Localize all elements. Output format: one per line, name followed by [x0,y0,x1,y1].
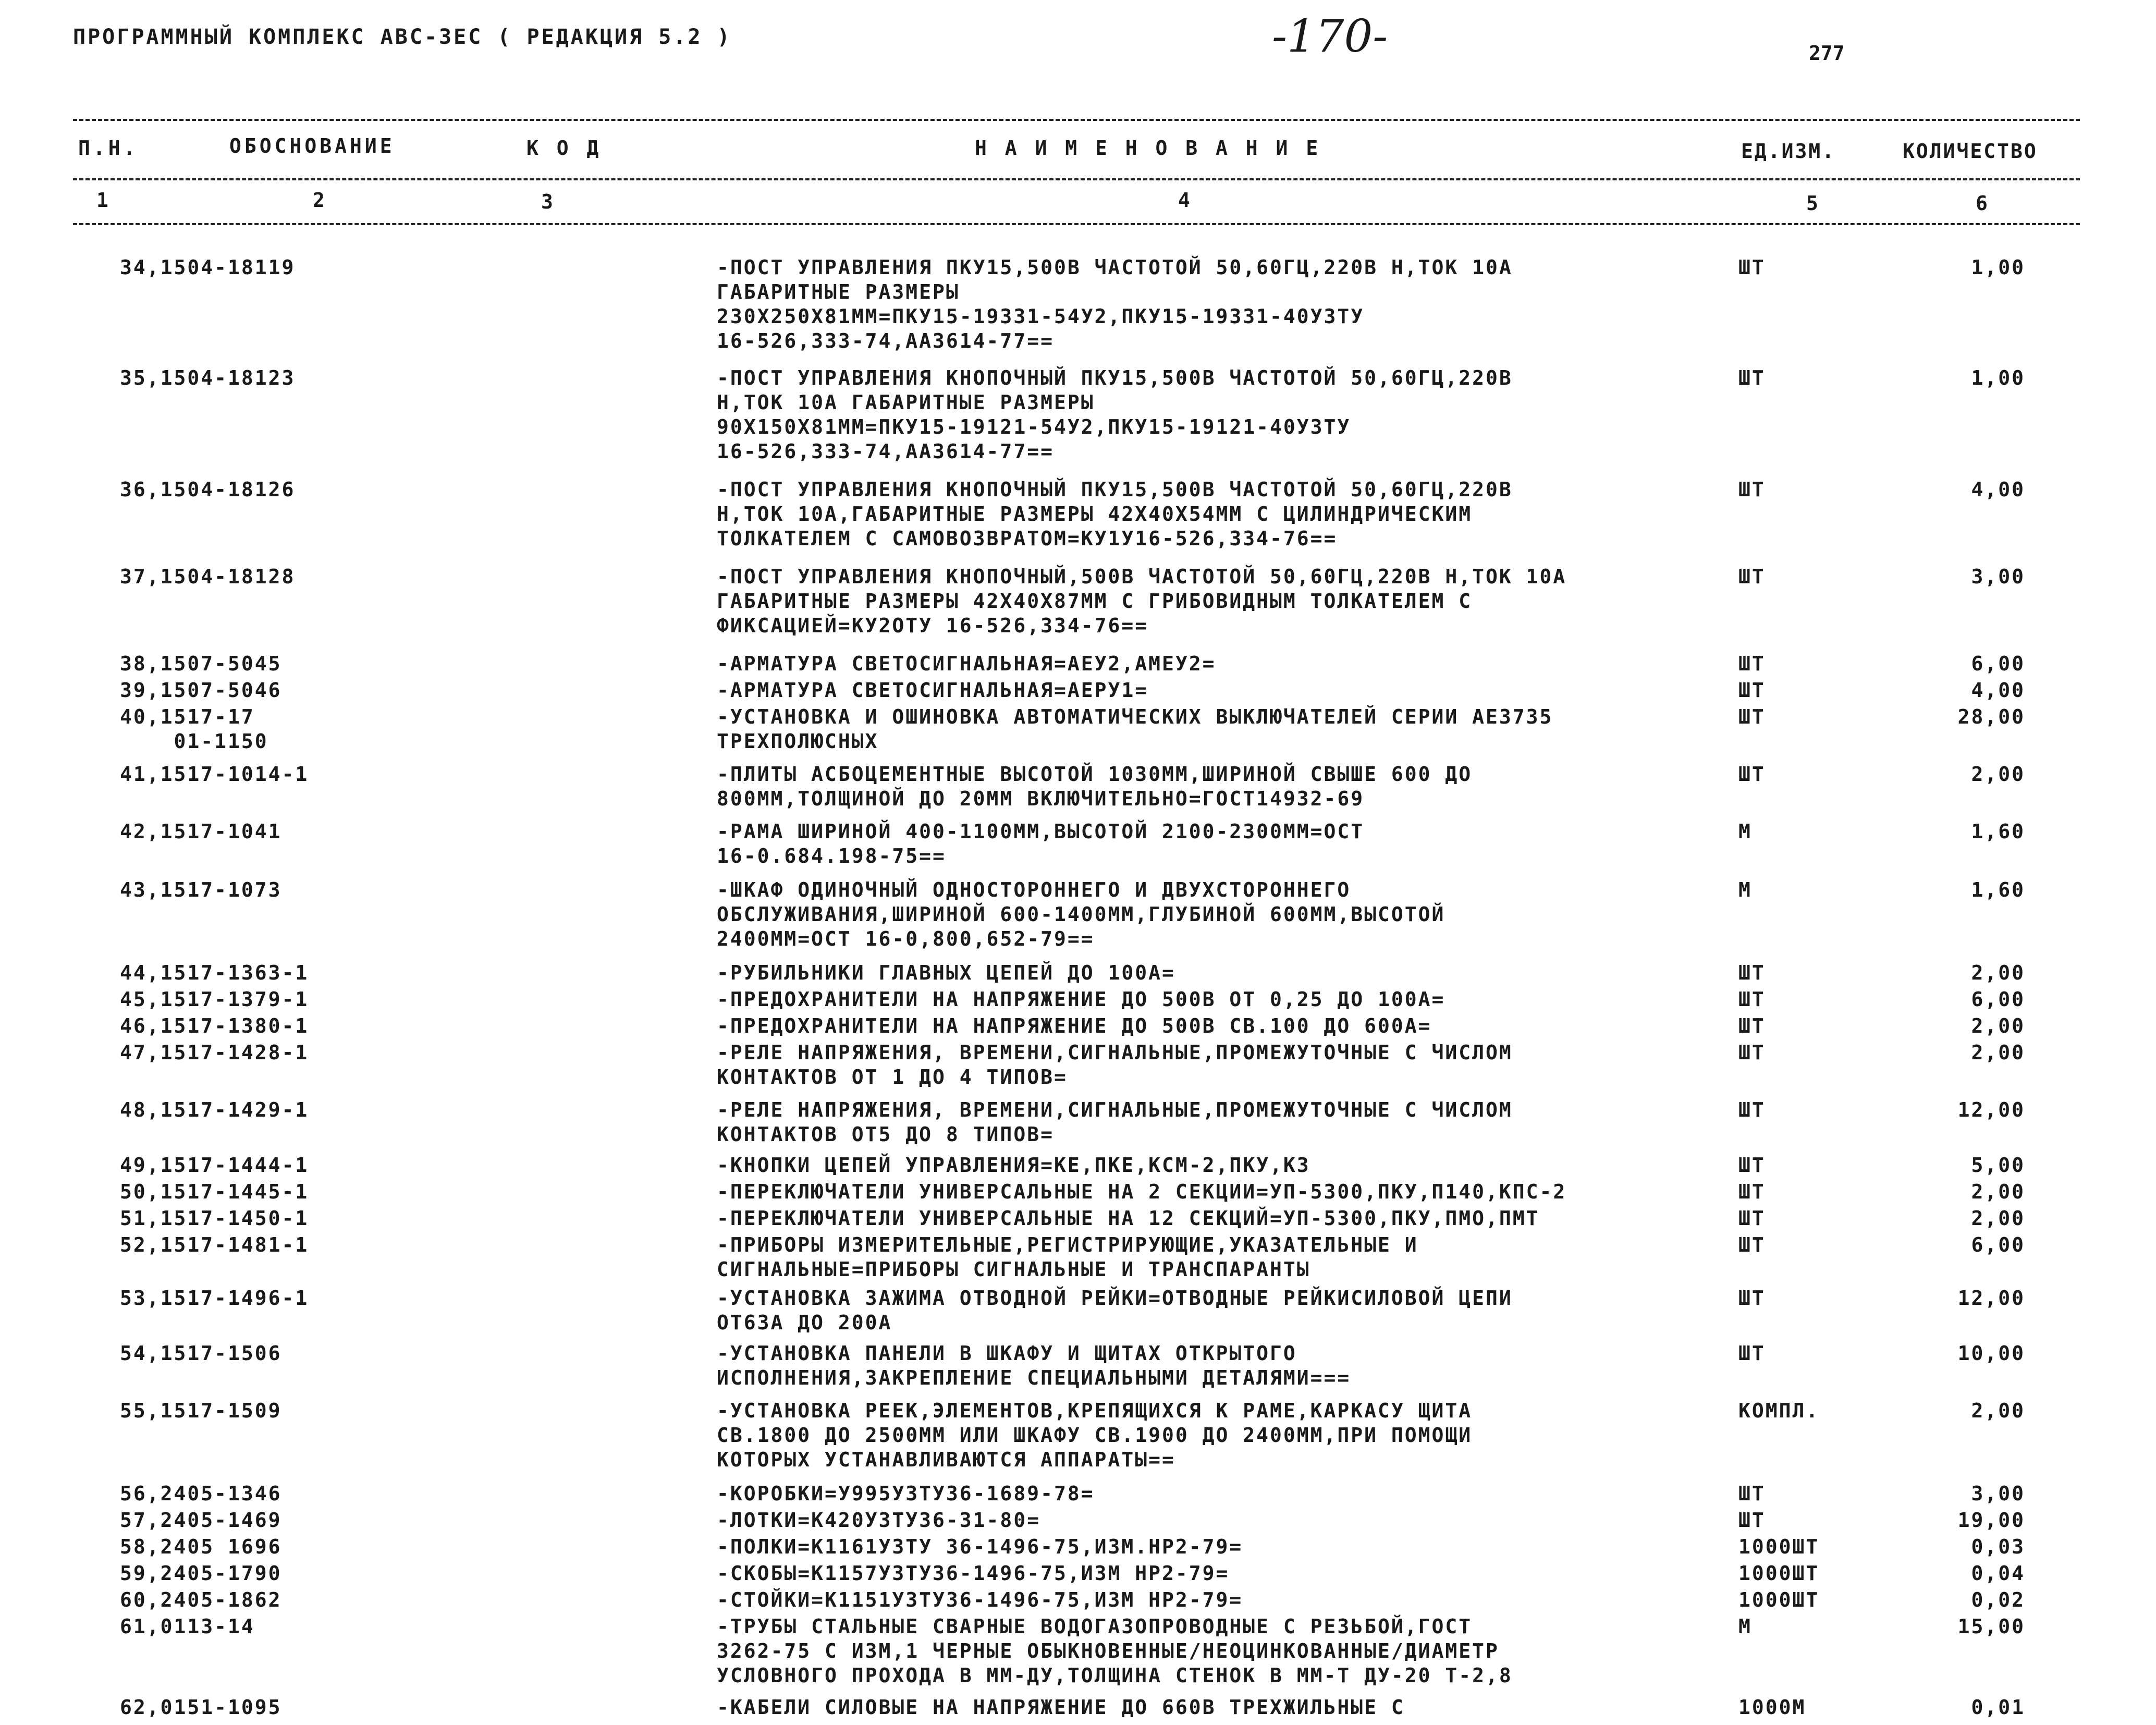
row-quantity: 2,00 [1971,1014,2025,1037]
col-num-2: 2 [313,189,328,212]
row-unit: ШТ [1738,1014,1766,1037]
row-name: -ПОСТ УПРАВЛЕНИЯ КНОПОЧНЫЙ,500В ЧАСТОТОЙ 50,60ГЦ,220В Н,ТОК 10А ГАБАРИТНЫЕ РАЗМЕРЫ 42Х40Х87ММ С ГРИБОВИДНЫМ ТОЛКАТЕЛЕМ С ФИКСАЦИЕЙ=КУ2ОТУ 16-526,334-76== [717,565,1567,637]
row-position: 39,1507-5046 [120,679,282,702]
row-quantity: 5,00 [1971,1154,2025,1177]
row-quantity: 0,04 [1971,1562,2025,1585]
row-position: 42,1517-1041 [120,820,282,843]
row-unit: ШТ [1738,652,1766,675]
col-header-qty: КОЛИЧЕСТВО [1903,140,2038,163]
table-row [0,705,2156,754]
row-quantity: 15,00 [1957,1615,2025,1638]
table-row [0,961,2156,985]
table-row [0,1014,2156,1038]
row-position: 45,1517-1379-1 [120,988,309,1011]
row-name: -РУБИЛЬНИКИ ГЛАВНЫХ ЦЕПЕЙ ДО 100А= [717,961,1175,984]
row-position: 47,1517-1428-1 [120,1041,309,1064]
row-unit: ШТ [1738,1509,1766,1532]
row-unit: ШТ [1738,256,1766,279]
col-header-unit: ЕД.ИЗМ. [1741,140,1836,163]
table-row [0,652,2156,676]
row-unit: ШТ [1738,1287,1766,1310]
col-num-1: 1 [96,189,112,212]
col-header-code: К О Д [526,137,602,160]
row-position: 61,0113-14 [120,1615,255,1638]
table-row [0,1614,2156,1688]
row-unit: М [1738,1615,1752,1638]
row-position: 48,1517-1429-1 [120,1098,309,1121]
table-row [0,678,2156,703]
table-row [0,1180,2156,1204]
row-name: -УСТАНОВКА ПАНЕЛИ В ШКАФУ И ЩИТАХ ОТКРЫТОГО ИСПОЛНЕНИЯ,ЗАКРЕПЛЕНИЕ СПЕЦИАЛЬНЫМИ ДЕТАЛЯМИ=== [717,1342,1351,1389]
row-quantity: 12,00 [1957,1287,2025,1310]
row-quantity: 6,00 [1971,652,2025,675]
row-name: -ПРИБОРЫ ИЗМЕРИТЕЛЬНЫЕ,РЕГИСТРИРУЮЩИЕ,УКАЗАТЕЛЬНЫЕ И СИГНАЛЬНЫЕ=ПРИБОРЫ СИГНАЛЬНЫЕ И ТРАНСПАРАНТЫ [717,1233,1418,1281]
row-unit: КОМПЛ. [1738,1399,1820,1422]
row-name: -УСТАНОВКА И ОШИНОВКА АВТОМАТИЧЕСКИХ ВЫКЛЮЧАТЕЛЕЙ СЕРИИ АЕ3735 ТРЕХПОЛЮСНЫХ [717,705,1553,753]
table-row [0,1286,2156,1335]
row-name: -АРМАТУРА СВЕТОСИГНАЛЬНАЯ=АЕРУ1= [717,679,1149,702]
row-position: 51,1517-1450-1 [120,1207,309,1230]
table-row [0,255,2156,353]
table-row [0,1341,2156,1390]
row-position: 60,2405-1862 [120,1588,282,1611]
row-position: 52,1517-1481-1 [120,1233,309,1256]
row-quantity: 19,00 [1957,1509,2025,1532]
row-position: 43,1517-1073 [120,878,282,901]
row-name: -РАМА ШИРИНОЙ 400-1100ММ,ВЫСОТОЙ 2100-2300ММ=ОСТ 16-0.684.198-75== [717,820,1365,867]
row-position: 57,2405-1469 [120,1509,282,1532]
table-row [0,1482,2156,1506]
col-num-4: 4 [1178,189,1193,212]
row-unit: ШТ [1738,1482,1766,1505]
col-num-3: 3 [541,190,556,213]
row-quantity: 0,03 [1971,1535,2025,1558]
row-name: -ПРЕДОХРАНИТЕЛИ НА НАПРЯЖЕНИЕ ДО 500В СВ.100 ДО 600А= [717,1014,1432,1037]
row-position: 34,1504-18119 [120,256,296,279]
row-name: -КАБЕЛИ СИЛОВЫЕ НА НАПРЯЖЕНИЕ ДО 660В ТРЕХЖИЛЬНЫЕ С [717,1696,1405,1719]
row-position: 50,1517-1445-1 [120,1180,309,1203]
row-name: -ПЕРЕКЛЮЧАТЕЛИ УНИВЕРСАЛЬНЫЕ НА 12 СЕКЦИЙ=УП-5300,ПКУ,ПМО,ПМТ [717,1207,1540,1230]
table-row [0,1041,2156,1090]
table-row [0,762,2156,811]
page-number: 277 [1809,42,1845,65]
row-quantity: 2,00 [1971,1207,2025,1230]
row-unit: ШТ [1738,1180,1766,1203]
row-quantity: 4,00 [1971,478,2025,501]
row-unit: ШТ [1738,565,1766,588]
row-unit: ШТ [1738,705,1766,728]
row-unit: ШТ [1738,478,1766,501]
row-quantity: 3,00 [1971,1482,2025,1505]
row-unit: 1000ШТ [1738,1562,1820,1585]
divider [73,223,2080,225]
row-name: -ПЛИТЫ АСБОЦЕМЕНТНЫЕ ВЫСОТОЙ 1030ММ,ШИРИНОЙ СВЫШЕ 600 ДО 800ММ,ТОЛЩИНОЙ ДО 20ММ ВКЛЮЧИТЕЛЬНО=ГОСТ14932-69 [717,763,1473,810]
row-quantity: 6,00 [1971,988,2025,1011]
row-quantity: 1,00 [1971,366,2025,389]
row-quantity: 12,00 [1957,1098,2025,1121]
row-name: -ТРУБЫ СТАЛЬНЫЕ СВАРНЫЕ ВОДОГАЗОПРОВОДНЫЕ С РЕЗЬБОЙ,ГОСТ 3262-75 С ИЗМ,1 ЧЕРНЫЕ ОБЫКНОВЕННЫЕ/НЕОЦИНКОВАННЫЕ/ДИАМЕТР УСЛОВНОГО ПРОХОДА В ММ-ДУ,ТОЛЩИНА СТЕНОК В ММ-Т ДУ-20 Т-2,8 [717,1615,1513,1687]
table-row [0,1508,2156,1533]
row-position: 35,1504-18123 [120,366,296,389]
table-row [0,1695,2156,1720]
row-quantity: 4,00 [1971,679,2025,702]
row-quantity: 2,00 [1971,961,2025,984]
table-row [0,1588,2156,1612]
table-row [0,1233,2156,1282]
row-quantity: 2,00 [1971,1041,2025,1064]
row-position: 36,1504-18126 [120,478,296,501]
row-name: -РЕЛЕ НАПРЯЖЕНИЯ, ВРЕМЕНИ,СИГНАЛЬНЫЕ,ПРОМЕЖУТОЧНЫЕ С ЧИСЛОМ КОНТАКТОВ ОТ 1 ДО 4 ТИПОВ= [717,1041,1513,1088]
row-unit: 1000ШТ [1738,1588,1820,1611]
row-unit: ШТ [1738,1041,1766,1064]
row-position: 53,1517-1496-1 [120,1287,309,1310]
row-unit: ШТ [1738,1098,1766,1121]
row-quantity: 28,00 [1957,705,2025,728]
table-row [0,987,2156,1012]
divider [73,178,2080,180]
row-unit: ШТ [1738,961,1766,984]
row-quantity: 1,60 [1971,878,2025,901]
row-position: 37,1504-18128 [120,565,296,588]
row-unit: ШТ [1738,679,1766,702]
row-quantity: 3,00 [1971,565,2025,588]
row-quantity: 6,00 [1971,1233,2025,1256]
row-unit: ШТ [1738,1207,1766,1230]
table-row [0,1206,2156,1231]
divider [73,119,2080,121]
row-quantity: 1,00 [1971,256,2025,279]
row-quantity: 2,00 [1971,1180,2025,1203]
row-quantity: 0,02 [1971,1588,2025,1611]
col-header-pn: П.Н. [78,137,139,160]
spec-table-body [0,255,2156,1722]
col-header-basis: ОБОСНОВАНИЕ [229,134,395,157]
row-quantity: 2,00 [1971,763,2025,786]
table-row [0,1535,2156,1559]
table-row [0,1098,2156,1147]
table-row [0,1153,2156,1178]
row-unit: 1000ШТ [1738,1535,1820,1558]
row-name: -УСТАНОВКА ЗАЖИМА ОТВОДНОЙ РЕЙКИ=ОТВОДНЫЕ РЕЙКИСИЛОВОЙ ЦЕПИ ОТ63А ДО 200А [717,1287,1513,1334]
row-name: -АРМАТУРА СВЕТОСИГНАЛЬНАЯ=АЕУ2,АМЕУ2= [717,652,1216,675]
row-unit: ШТ [1738,1342,1766,1365]
program-title: ПРОГРАММНЫЙ КОМПЛЕКС АВС-3ЕС ( РЕДАКЦИЯ 5.2 ) [73,25,732,49]
row-name: -ПРЕДОХРАНИТЕЛИ НА НАПРЯЖЕНИЕ ДО 500В ОТ 0,25 ДО 100А= [717,988,1446,1011]
table-row [0,819,2156,868]
row-position: 58,2405 1696 [120,1535,282,1558]
row-name: -РЕЛЕ НАПРЯЖЕНИЯ, ВРЕМЕНИ,СИГНАЛЬНЫЕ,ПРОМЕЖУТОЧНЫЕ С ЧИСЛОМ КОНТАКТОВ ОТ5 ДО 8 ТИПОВ= [717,1098,1513,1146]
row-position: 59,2405-1790 [120,1562,282,1585]
table-row [0,478,2156,551]
row-name: -ЛОТКИ=К420У3ТУ36-31-80= [717,1509,1041,1532]
row-unit: ШТ [1738,366,1766,389]
row-position: 38,1507-5045 [120,652,282,675]
table-row [0,878,2156,951]
row-name: -СТОЙКИ=К1151У3ТУ36-1496-75,ИЗМ НР2-79= [717,1588,1243,1611]
row-unit: 1000М [1738,1696,1806,1719]
row-unit: М [1738,878,1752,901]
row-position: 49,1517-1444-1 [120,1154,309,1177]
row-unit: ШТ [1738,1233,1766,1256]
row-quantity: 2,00 [1971,1399,2025,1422]
row-name: -КНОПКИ ЦЕПЕЙ УПРАВЛЕНИЯ=КЕ,ПКЕ,КСМ-2,ПКУ,КЗ [717,1154,1310,1177]
row-name: -КОРОБКИ=У995У3ТУ36-1689-78= [717,1482,1095,1505]
row-unit: ШТ [1738,763,1766,786]
col-num-6: 6 [1976,192,1991,215]
row-unit: М [1738,820,1752,843]
table-row [0,1399,2156,1472]
row-position: 46,1517-1380-1 [120,1014,309,1037]
row-name: -ШКАФ ОДИНОЧНЫЙ ОДНОСТОРОННЕГО И ДВУХСТОРОННЕГО ОБСЛУЖИВАНИЯ,ШИРИНОЙ 600-1400ММ,ГЛУБИНОЙ 600ММ,ВЫСОТОЙ 2400ММ=ОСТ 16-0,800,652-79== [717,878,1446,950]
table-row [0,1561,2156,1586]
handwritten-page-number: -170- [1272,10,1388,63]
row-position: 40,1517-17 01-1150 [120,705,268,753]
row-position: 56,2405-1346 [120,1482,282,1505]
row-name: -ПОСТ УПРАВЛЕНИЯ КНОПОЧНЫЙ ПКУ15,500В ЧАСТОТОЙ 50,60ГЦ,220В Н,ТОК 10А ГАБАРИТНЫЕ РАЗМЕРЫ 90Х150Х81ММ=ПКУ15-19121-54У2,ПКУ15-19121-40У3ТУ 16-526,333-74,АА3614-77== [717,366,1513,463]
row-name: -ПОСТ УПРАВЛЕНИЯ ПКУ15,500В ЧАСТОТОЙ 50,60ГЦ,220В Н,ТОК 10А ГАБАРИТНЫЕ РАЗМЕРЫ 230Х250Х81ММ=ПКУ15-19331-54У2,ПКУ15-19331-40У3ТУ 16-526,333-74,АА3614-77== [717,256,1513,352]
row-quantity: 1,60 [1971,820,2025,843]
row-name: -ПОСТ УПРАВЛЕНИЯ КНОПОЧНЫЙ ПКУ15,500В ЧАСТОТОЙ 50,60ГЦ,220В Н,ТОК 10А,ГАБАРИТНЫЕ РАЗМЕРЫ 42Х40Х54ММ С ЦИЛИНДРИЧЕСКИМ ТОЛКАТЕЛЕМ С САМОВОЗВРАТОМ=КУ1У16-526,334-76== [717,478,1513,550]
row-position: 44,1517-1363-1 [120,961,309,984]
row-position: 41,1517-1014-1 [120,763,309,786]
table-row [0,565,2156,638]
row-position: 62,0151-1095 [120,1696,282,1719]
row-position: 55,1517-1509 [120,1399,282,1422]
col-header-name: Н А И М Е Н О В А Н И Е [975,137,1321,160]
row-quantity: 10,00 [1957,1342,2025,1365]
row-name: -ПОЛКИ=К1161У3ТУ 36-1496-75,ИЗМ.НР2-79= [717,1535,1243,1558]
row-name: -СКОБЫ=К1157У3ТУ36-1496-75,ИЗМ НР2-79= [717,1562,1230,1585]
row-name: -ПЕРЕКЛЮЧАТЕЛИ УНИВЕРСАЛЬНЫЕ НА 2 СЕКЦИИ=УП-5300,ПКУ,П140,КПС-2 [717,1180,1567,1203]
row-name: -УСТАНОВКА РЕЕК,ЭЛЕМЕНТОВ,КРЕПЯЩИХСЯ К РАМЕ,КАРКАСУ ЩИТА СВ.1800 ДО 2500ММ ИЛИ ШКАФУ СВ.1900 ДО 2400ММ,ПРИ ПОМОЩИ КОТОРЫХ УСТАНАВЛИВАЮТСЯ АППАРАТЫ== [717,1399,1473,1471]
table-row [0,366,2156,464]
row-position: 54,1517-1506 [120,1342,282,1365]
row-unit: ШТ [1738,988,1766,1011]
col-num-5: 5 [1806,192,1821,215]
row-unit: ШТ [1738,1154,1766,1177]
row-quantity: 0,01 [1971,1696,2025,1719]
